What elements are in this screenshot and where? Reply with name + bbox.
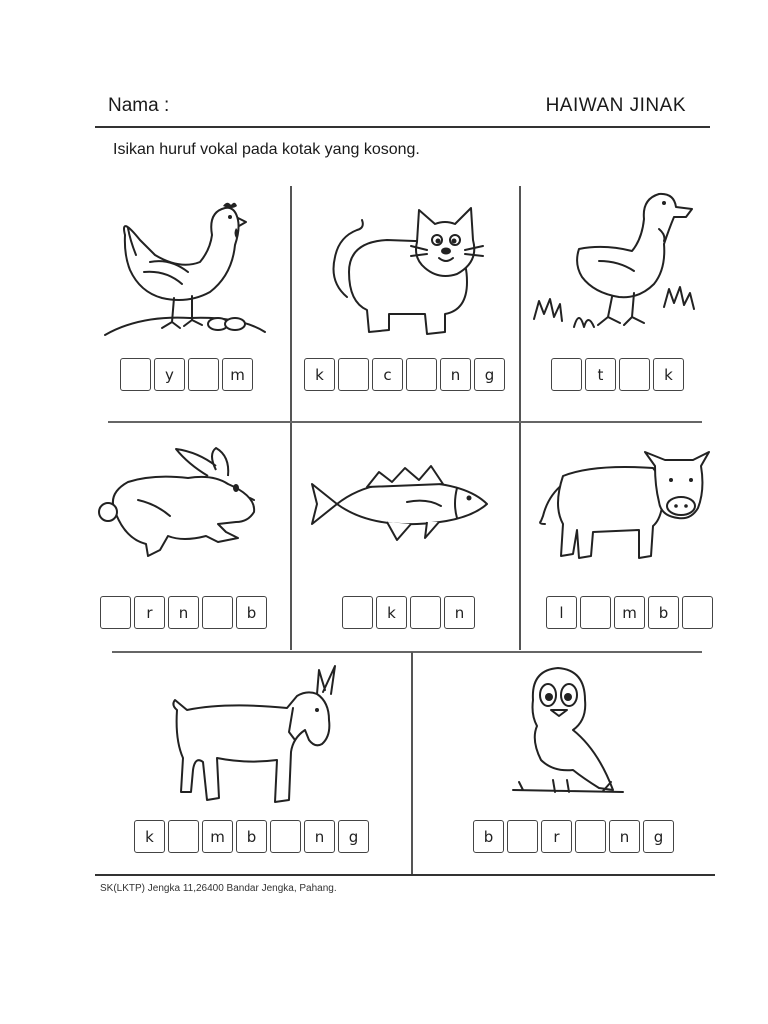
letter-box: y: [154, 358, 185, 391]
letter-box: m: [222, 358, 253, 391]
grid-divider: [112, 651, 702, 653]
empty-vowel-box[interactable]: [580, 596, 611, 629]
letter-box: k: [376, 596, 407, 629]
empty-vowel-box[interactable]: [507, 820, 538, 853]
letter-boxes: [551, 358, 687, 391]
letter-box: t: [585, 358, 616, 391]
empty-vowel-box[interactable]: [120, 358, 151, 391]
goat-icon: [167, 660, 347, 810]
letter-box: b: [473, 820, 504, 853]
letter-box: n: [444, 596, 475, 629]
letter-box: g: [338, 820, 369, 853]
empty-vowel-box[interactable]: [342, 596, 373, 629]
name-label: Nama :: [108, 95, 170, 116]
animal-card: [112, 655, 410, 873]
empty-vowel-box[interactable]: [410, 596, 441, 629]
letter-boxes: [342, 596, 478, 629]
empty-vowel-box[interactable]: [682, 596, 713, 629]
letter-box: b: [236, 820, 267, 853]
letter-boxes: [134, 820, 372, 853]
cow-icon: [533, 446, 718, 576]
bird-icon: [503, 660, 643, 820]
letter-box: r: [134, 596, 165, 629]
letter-box: b: [648, 596, 679, 629]
letter-boxes: [100, 596, 270, 629]
letter-box: n: [609, 820, 640, 853]
letter-boxes: [473, 820, 677, 853]
empty-vowel-box[interactable]: [619, 358, 650, 391]
animal-card: [521, 424, 716, 650]
empty-vowel-box[interactable]: [202, 596, 233, 629]
empty-vowel-box[interactable]: [338, 358, 369, 391]
letter-boxes: [120, 358, 256, 391]
empty-vowel-box[interactable]: [270, 820, 301, 853]
empty-vowel-box[interactable]: [551, 358, 582, 391]
animal-card: [95, 424, 290, 650]
letter-box: n: [304, 820, 335, 853]
animal-card: [292, 424, 519, 650]
empty-vowel-box[interactable]: [406, 358, 437, 391]
letter-boxes: [546, 596, 716, 629]
chicken-icon: [100, 200, 270, 345]
animal-card: [95, 190, 290, 420]
letter-box: l: [546, 596, 577, 629]
letter-boxes: [304, 358, 508, 391]
letter-box: k: [134, 820, 165, 853]
school-address: SK(LKTP) Jengka 11,26400 Bandar Jengka, Pahang.: [100, 883, 337, 894]
letter-box: g: [643, 820, 674, 853]
letter-box: k: [653, 358, 684, 391]
cat-icon: [327, 202, 497, 342]
empty-vowel-box[interactable]: [100, 596, 131, 629]
letter-box: n: [440, 358, 471, 391]
letter-box: r: [541, 820, 572, 853]
letter-box: m: [614, 596, 645, 629]
empty-vowel-box[interactable]: [168, 820, 199, 853]
empty-vowel-box[interactable]: [575, 820, 606, 853]
header-divider: [95, 126, 710, 128]
rabbit-icon: [98, 444, 268, 564]
animal-card: [521, 186, 716, 420]
duck-icon: [524, 189, 714, 339]
footer-divider: [95, 874, 715, 876]
animal-card: [413, 655, 715, 873]
letter-box: g: [474, 358, 505, 391]
worksheet-title: HAIWAN JINAK: [545, 95, 686, 116]
animal-card: [292, 190, 519, 420]
letter-box: n: [168, 596, 199, 629]
letter-box: m: [202, 820, 233, 853]
letter-box: b: [236, 596, 267, 629]
empty-vowel-box[interactable]: [188, 358, 219, 391]
letter-box: c: [372, 358, 403, 391]
instruction-text: Isikan huruf vokal pada kotak yang kosong.: [113, 141, 420, 158]
grid-divider: [108, 421, 702, 423]
fish-icon: [307, 462, 497, 552]
letter-box: k: [304, 358, 335, 391]
